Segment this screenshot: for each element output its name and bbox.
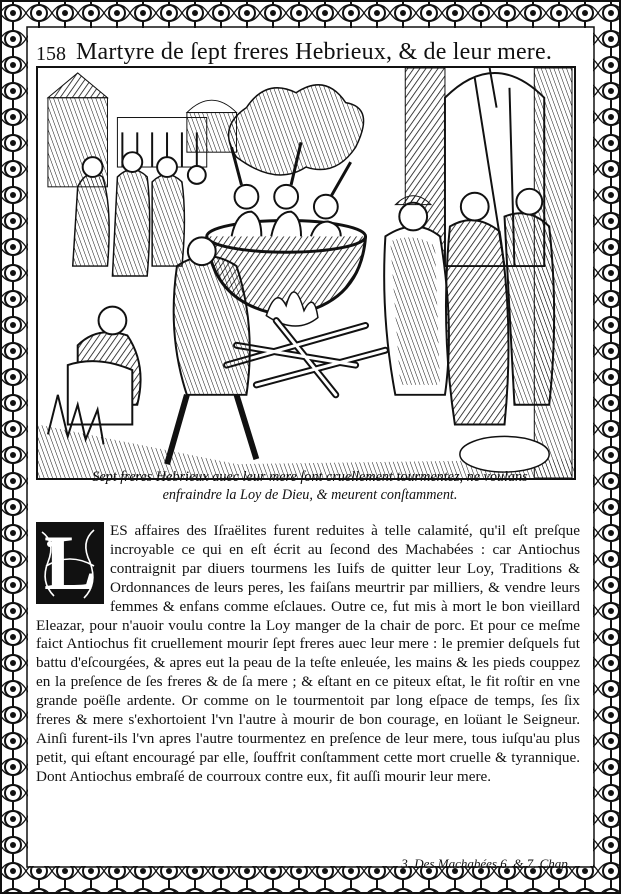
page-number: 158	[36, 43, 66, 65]
illustration-caption	[50, 468, 570, 504]
woodcut-illustration	[36, 66, 576, 480]
page-content	[30, 30, 591, 871]
caption-line-1: Sept freres Hebrieux auec leur mere ſont cruellement tourmentez, ne voulans	[92, 469, 528, 485]
caption-line-2: enfraindre la Loy de Dieu, & meurent conſtamment.	[162, 487, 458, 503]
page-title: Martyre de ſept freres Hebrieux, & de leur mere.	[76, 39, 553, 65]
scripture-reference: 3. Des Machabées 6. & 7. Chap.	[401, 856, 571, 871]
decorated-initial	[36, 518, 104, 606]
initial-letter: L	[43, 518, 97, 606]
body-text	[36, 518, 580, 787]
lead-letters: ES	[110, 522, 128, 539]
body-paragraph: affaires des Iſraëlites furent reduites à telle calamité, qu'il eſt preſque incroyable ce qui en eſt écrit au ſecond des Machabées : car Antiochus contraignit par diuers tourmens les Iuifs de quitter leur Loy, Traditions & Ordonnances de leurs peres, les faiſans meurtrir par milliers, & vendre leurs femmes & enfans comme eſclaues. Outre ce, fut mis à mort le bon vieillard Eleazar, pour n'auoir voulu contre la Loy manger de la chair de porc. Et pour ce meſme faict Antiochus fit cruellement mourir ſept freres auec leur mere : le premier deſquels fut battu d'eſcourgées, & apres eut la peau de la teſte enleuée, les mains & les pieds couppez en la preſence de ſes freres & de ſa mere ; & eſtant en ce piteux eſtat, le fit roſtir en vne grande poëſle ardente. Or comme on le tourmentoit par long eſpace de temps, ſes ſix freres & mere s'exhortoient l'vn l'autre à mourir de bon courage, en loüant le Seigneur. Ainſi furent-ils l'vn apres l'autre tourmentez en preſence de leur mere, tous iuſqu'au plus petit, qui eſtant encouragé par elle, ſouffrit conſtamment cette mort cruelle & tyrannique. Dont Antiochus embraſé de courroux contre eux, fit auſſi mourir leur mere.	[36, 522, 580, 785]
page-header	[36, 34, 581, 66]
